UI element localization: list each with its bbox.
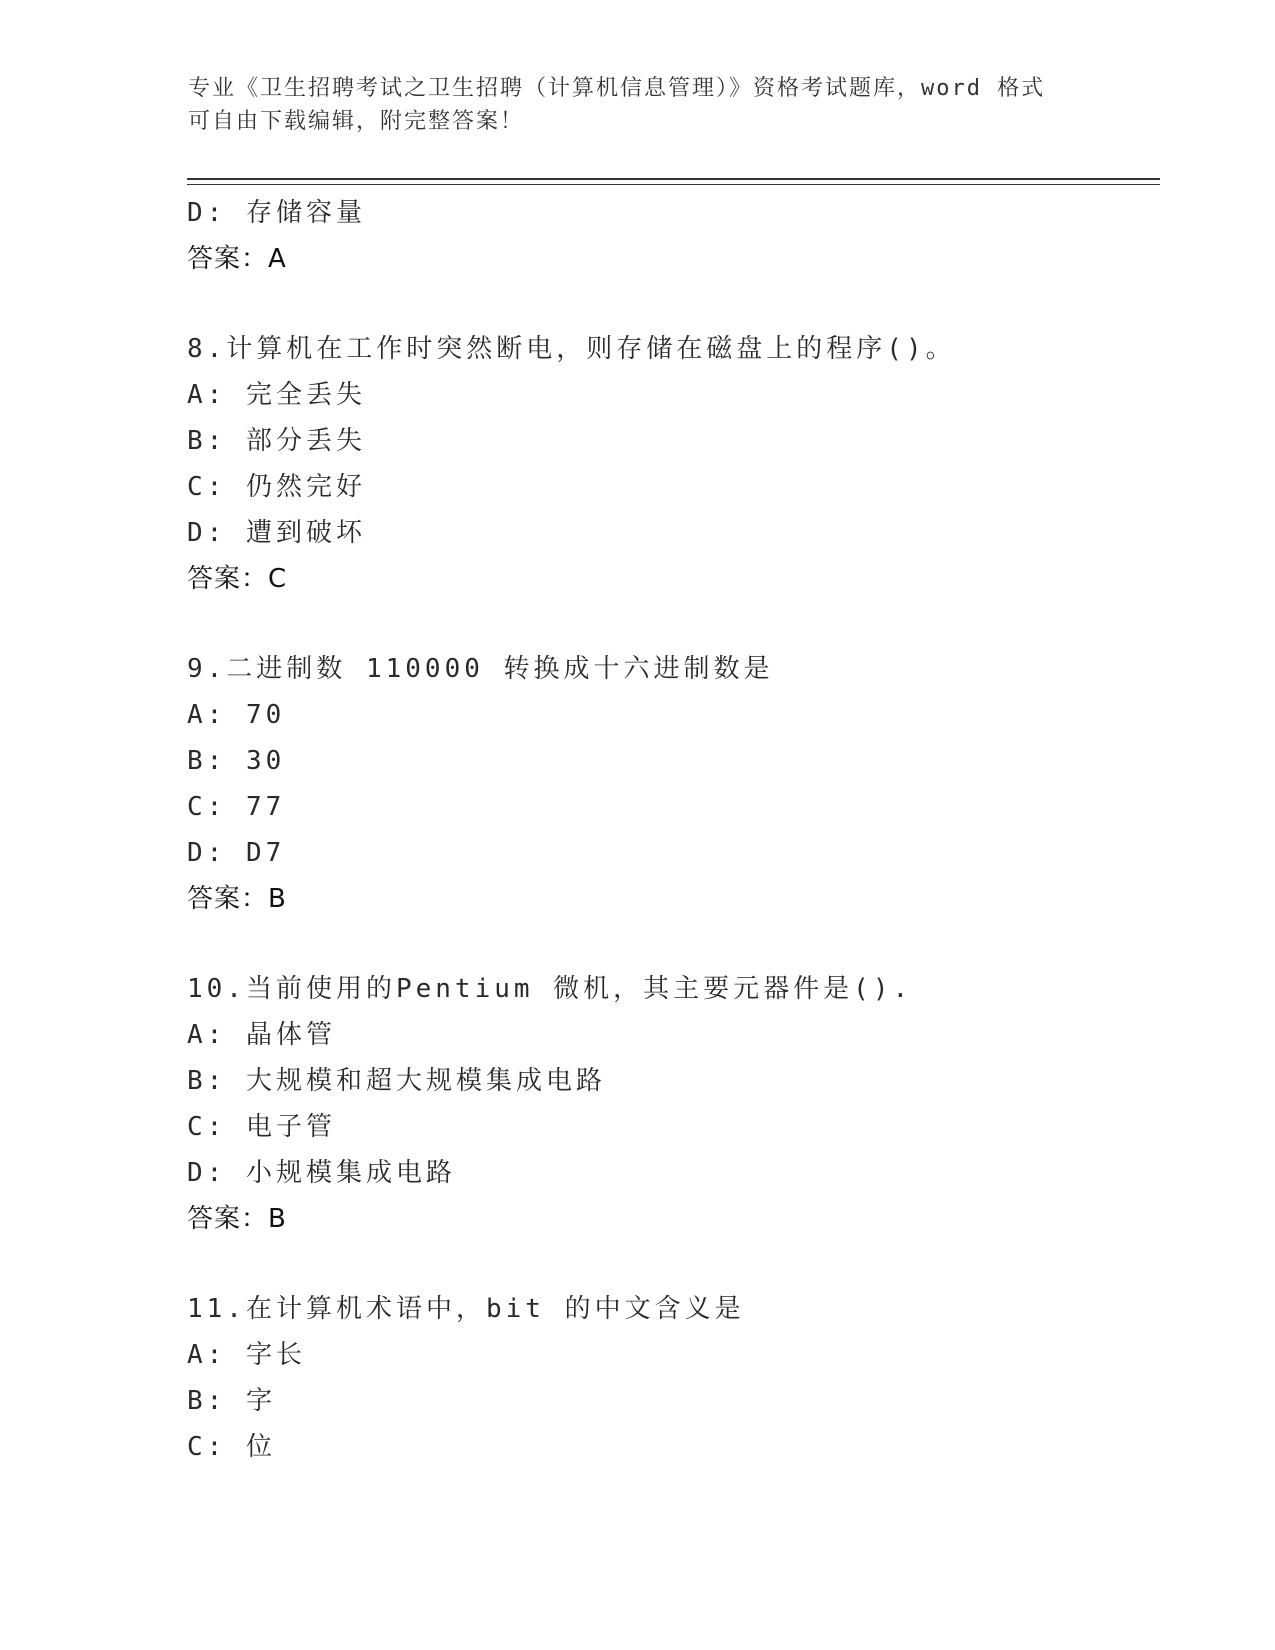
question-8 (187, 326, 1157, 602)
option-d: D: D7 (187, 838, 286, 868)
spacer (187, 602, 1157, 646)
question-text: 10.当前使用的Pentium 微机，其主要元器件是(). (187, 974, 913, 1004)
option-b: B: 字 (187, 1386, 276, 1416)
question-9 (187, 646, 1157, 922)
option-c: C: 电子管 (187, 1112, 336, 1142)
header-divider-thick (187, 178, 1160, 180)
header-line-2: 可自由下载编辑，附完整答案！ (188, 109, 525, 134)
spacer (187, 282, 1157, 326)
previous-question-tail (187, 190, 1157, 282)
option-c: C: 仍然完好 (187, 472, 366, 502)
question-text: 8.计算机在工作时突然断电，则存储在磁盘上的程序()。 (187, 334, 956, 364)
question-10 (187, 966, 1157, 1242)
answer-line: 答案：C (187, 564, 288, 594)
option-c: C: 位 (187, 1432, 276, 1462)
option-a: A: 字长 (187, 1340, 306, 1370)
option-b: B: 30 (187, 746, 286, 776)
option-d: D: 存储容量 (187, 198, 366, 228)
spacer (187, 1242, 1157, 1286)
option-a: A: 晶体管 (187, 1020, 336, 1050)
answer-line: 答案：A (187, 244, 287, 274)
header-divider-thin (187, 184, 1160, 185)
option-a: A: 70 (187, 700, 286, 730)
question-text: 11.在计算机术语中，bit 的中文含义是 (187, 1294, 745, 1324)
spacer (187, 922, 1157, 966)
option-c: C: 77 (187, 792, 286, 822)
option-d: D: 小规模集成电路 (187, 1158, 456, 1188)
document-header (188, 72, 1088, 138)
option-b: B: 大规模和超大规模集成电路 (187, 1066, 606, 1096)
question-11 (187, 1286, 1157, 1470)
option-a: A: 完全丢失 (187, 380, 366, 410)
header-line-1: 专业《卫生招聘考试之卫生招聘（计算机信息管理）》资格考试题库，word 格式 (188, 76, 1046, 101)
question-text: 9.二进制数 110000 转换成十六进制数是 (187, 654, 774, 684)
answer-line: 答案：B (187, 1204, 287, 1234)
option-b: B: 部分丢失 (187, 426, 366, 456)
option-d: D: 遭到破坏 (187, 518, 366, 548)
question-content (187, 190, 1157, 1470)
answer-line: 答案：B (187, 884, 287, 914)
